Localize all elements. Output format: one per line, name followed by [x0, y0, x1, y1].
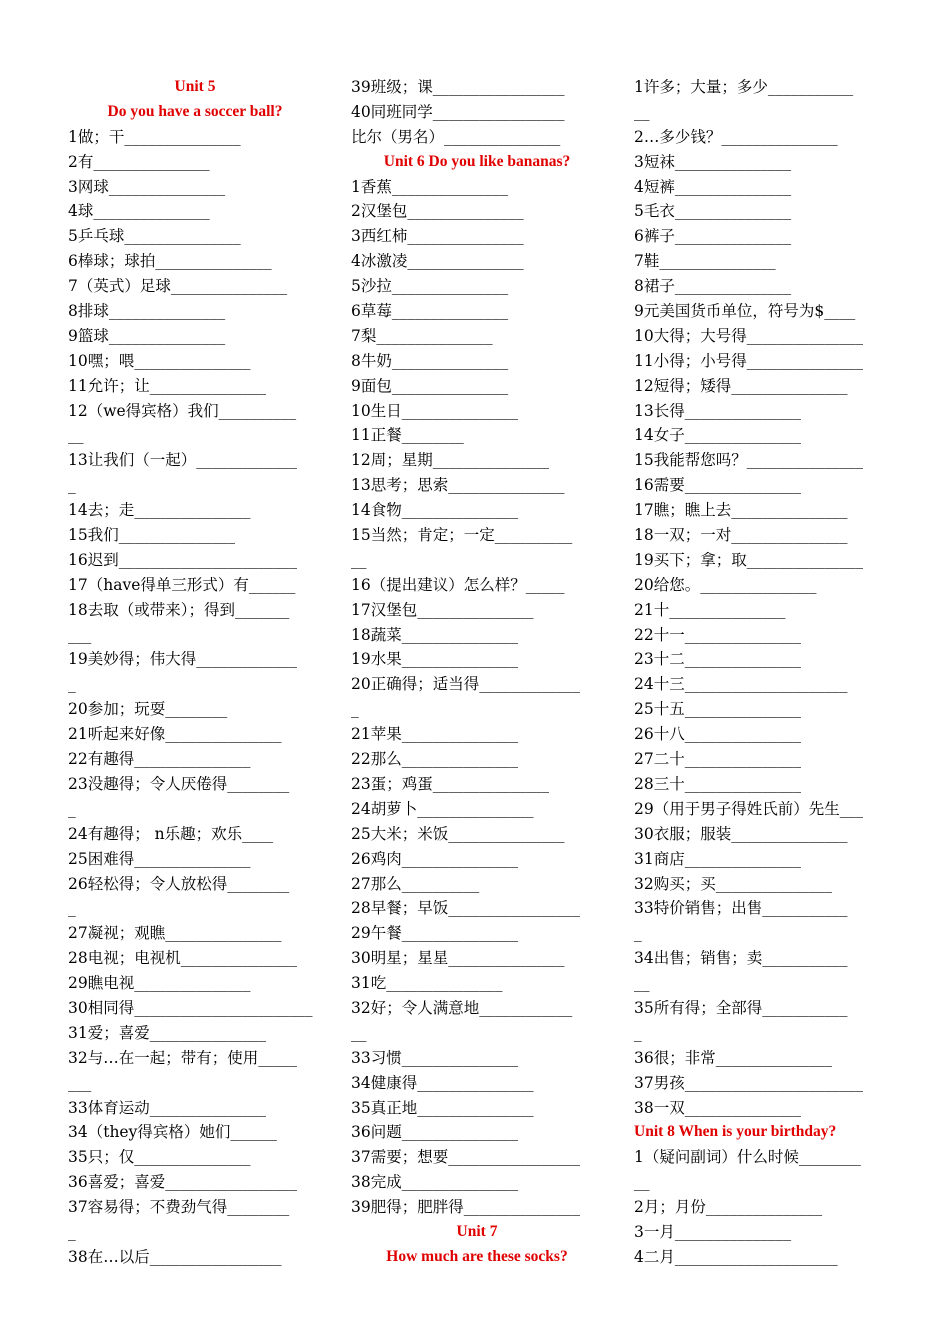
vocab-line: 17瞧；瞧上去_______________: [634, 501, 848, 520]
column-right: [634, 75, 886, 1270]
vocab-line: 19美妙得；伟大得_____________: [68, 650, 297, 669]
vocab-line: _: [634, 924, 642, 943]
vocab-line: 22有趣得_______________: [68, 750, 251, 769]
vocab-line: 11允许；让_______________: [68, 376, 266, 395]
vocab-line: 13思考；思索_______________: [351, 476, 565, 495]
vocab-line: 4球_______________: [68, 202, 210, 221]
vocab-line: 30衣服；服装_______________: [634, 824, 848, 843]
vocab-line: 30相同得_______________________: [68, 998, 313, 1017]
vocab-line: 3网球_______________: [68, 177, 226, 196]
vocab-line: 26轻松得；令人放松得________: [68, 874, 290, 893]
vocab-line: 13让我们（一起）_____________: [68, 451, 297, 470]
vocab-line: __: [634, 974, 650, 993]
vocab-line: _: [68, 899, 76, 918]
vocab-line: __: [634, 1173, 650, 1192]
vocab-line: 18蔬菜_______________: [351, 625, 518, 644]
vocab-line: 20给您。_______________: [634, 575, 817, 594]
vocab-line: _: [68, 1222, 76, 1241]
vocab-line: 27二十_______________: [634, 750, 801, 769]
vocab-line: 26鸡肉_______________: [351, 849, 518, 868]
vocab-line: 23十二_______________: [634, 650, 801, 669]
vocab-line: 39班级；课_________________: [351, 78, 565, 96]
vocab-line: 24胡萝卜_______________: [351, 799, 534, 818]
vocab-line: 6草莓_______________: [351, 302, 509, 321]
vocab-line: 37男孩_______________________: [634, 1073, 863, 1092]
vocab-line: 22十一_______________: [634, 625, 801, 644]
vocab-line: 1做；干_______________: [68, 127, 241, 146]
vocab-line: _: [68, 675, 76, 694]
vocab-line: __: [634, 102, 650, 121]
vocab-line: 25困难得_______________: [68, 849, 251, 868]
vocab-line: 33特价销售；出售___________: [634, 899, 848, 918]
vocab-line: 13长得_______________: [634, 401, 801, 420]
vocab-line: 31吃_______________: [351, 974, 503, 993]
vocab-line: 8牛奶_______________: [351, 351, 509, 370]
vocab-line: 5沙拉_______________: [351, 277, 509, 296]
vocab-line: 7梨_______________: [351, 326, 493, 345]
vocab-line: 33体育运动_______________: [68, 1098, 266, 1117]
vocab-line: 37需要；想要_________________: [351, 1148, 580, 1167]
unit-heading: Unit 5: [174, 78, 216, 95]
vocab-line: 9面包_______________: [351, 376, 509, 395]
vocab-line: 24有趣得； n乐趣；欢乐____: [68, 824, 274, 843]
vocab-line: 12短得；矮得_______________: [634, 376, 848, 395]
vocab-line: 27那么__________: [351, 874, 480, 893]
vocab-line: 39肥得；肥胖得_______________: [351, 1198, 580, 1217]
vocab-line: 比尔（男名）_______________: [351, 127, 561, 146]
vocab-line: 28电视；电视机_______________: [68, 949, 297, 968]
vocab-line: 5乒乓球_______________: [68, 227, 241, 246]
vocab-line: 14去；走_______________: [68, 501, 251, 520]
vocab-line: 4短裤_______________: [634, 177, 792, 196]
vocab-line: __: [351, 1023, 367, 1042]
vocab-line: 31商店_______________: [634, 849, 801, 868]
vocab-line: 2…多少钱？_______________: [634, 127, 838, 146]
vocab-line: 32好；令人满意地____________: [351, 998, 573, 1017]
vocab-line: 2汉堡包_______________: [351, 202, 524, 221]
vocab-line: 18一双；一对_______________: [634, 526, 848, 545]
vocab-line: 29午餐_______________: [351, 924, 518, 943]
vocab-line: 16（提出建议）怎么样？_____: [351, 575, 565, 594]
column-middle: [351, 75, 603, 1270]
vocab-line: 8排球_______________: [68, 302, 226, 321]
vocab-line: 14女子_______________: [634, 426, 801, 445]
vocab-line: 35只；仅_______________: [68, 1148, 251, 1167]
vocab-line: 17（have得单三形式）有______: [68, 575, 296, 594]
vocab-line: 15当然；肯定；一定__________: [351, 526, 573, 545]
vocab-line: _: [351, 700, 359, 719]
vocab-line: 12（we得宾格）我们__________: [68, 401, 297, 420]
vocab-line: 6棒球；球拍_______________: [68, 252, 272, 271]
unit-heading: How much are these socks?: [386, 1247, 568, 1265]
vocab-line: 34出售；销售；卖___________: [634, 949, 848, 968]
vocab-line: 22那么_______________: [351, 750, 518, 769]
vocab-line: 9元美国货币单位，符号为$____: [634, 302, 856, 321]
vocab-line: __: [68, 426, 84, 445]
vocab-line: 19买下；拿；取_______________: [634, 550, 863, 569]
vocab-line: 35真正地_______________: [351, 1098, 534, 1117]
vocab-line: 21听起来好像_______________: [68, 725, 282, 744]
vocab-line: 35所有得；全部得___________: [634, 998, 848, 1017]
vocab-line: _: [68, 799, 76, 818]
vocab-line: 28三十_______________: [634, 774, 801, 793]
vocab-line: 3短袜_______________: [634, 152, 792, 171]
vocab-line: 29瞧电视_______________: [68, 974, 251, 993]
vocab-line: 9篮球_______________: [68, 326, 226, 345]
vocab-line: 15我能帮您吗？_______________: [634, 451, 863, 470]
vocab-line: 34健康得_______________: [351, 1073, 534, 1092]
vocab-line: 10大得；大号得_______________: [634, 326, 863, 345]
vocab-line: _: [634, 1023, 642, 1042]
vocab-line: 10生日_______________: [351, 401, 518, 420]
vocab-line: 3西红柿_______________: [351, 227, 524, 246]
vocab-line: 38一双_______________: [634, 1098, 801, 1117]
vocab-line: 38在…以后_________________: [68, 1247, 282, 1266]
vocab-line: 33习惯_______________: [351, 1048, 518, 1067]
vocab-line: 28早餐；早饭_________________: [351, 899, 580, 918]
unit-heading: Unit 6 Do you like bananas?: [383, 152, 571, 170]
vocab-line: 32购买；买_______________: [634, 874, 832, 893]
vocab-line: 40同班同学_________________: [351, 102, 565, 121]
vocab-line: 34（they得宾格）她们______: [68, 1123, 277, 1142]
vocab-line: 37容易得；不费劲气得________: [68, 1198, 290, 1217]
vocab-line: 36喜爱；喜爱_________________: [68, 1173, 297, 1192]
vocab-line: 6裤子_______________: [634, 227, 792, 246]
vocab-line: 11正餐________: [351, 426, 464, 445]
vocab-line: 12周；星期_______________: [351, 451, 549, 470]
unit-heading: Unit 7: [456, 1222, 498, 1240]
vocab-line: 25十五_______________: [634, 700, 801, 719]
vocab-line: __: [351, 550, 367, 569]
vocab-line: 2有_______________: [68, 152, 210, 171]
vocab-line: 30明星；星星_______________: [351, 949, 565, 968]
column-left: [68, 75, 322, 1270]
vocab-line: 24十三_____________________: [634, 675, 848, 694]
vocab-line: 2月；月份_______________: [634, 1198, 823, 1217]
vocab-line: 16需要_______________: [634, 476, 801, 495]
vocab-line: 5毛衣_______________: [634, 202, 792, 221]
vocab-line: 4冰激凌_______________: [351, 252, 524, 271]
vocab-line: 11小得；小号得_______________: [634, 351, 863, 370]
vocab-line: 10嘿；喂_______________: [68, 351, 251, 370]
vocab-line: 27凝视；观瞧_______________: [68, 924, 282, 943]
vocab-line: 7（英式）足球_______________: [68, 277, 288, 296]
vocab-line: 25大米；米饭_______________: [351, 824, 565, 843]
vocab-line: 21十_______________: [634, 600, 786, 619]
vocab-line: 21苹果_______________: [351, 725, 518, 744]
vocab-line: 20正确得；适当得_____________: [351, 675, 580, 694]
vocab-line: ___: [68, 625, 92, 644]
vocab-line: 4二月_____________________: [634, 1247, 838, 1266]
vocab-line: 23蛋；鸡蛋_______________: [351, 774, 549, 793]
vocab-line: 23没趣得；令人厌倦得________: [68, 774, 290, 793]
vocab-line: 17汉堡包_______________: [351, 600, 534, 619]
vocab-line: 19水果_______________: [351, 650, 518, 669]
vocab-line: 14食物_______________: [351, 501, 518, 520]
vocab-line: 36很；非常_______________: [634, 1048, 832, 1067]
vocab-line: _: [68, 476, 76, 495]
vocab-line: 7鞋_______________: [634, 252, 776, 271]
vocab-line: 3一月_______________: [634, 1222, 792, 1241]
unit-heading: Do you have a soccer ball?: [107, 102, 283, 120]
vocab-line: 15我们_______________: [68, 526, 235, 545]
vocab-line: 20参加；玩耍________: [68, 700, 228, 719]
unit-heading: Unit 8 When is your birthday?: [634, 1123, 837, 1141]
vocab-line: 8裙子_______________: [634, 277, 792, 296]
vocab-line: ___: [68, 1073, 92, 1092]
vocab-line: 32与…在一起；带有；使用_____: [68, 1048, 297, 1067]
vocab-line: 16迟到_______________________: [68, 550, 297, 569]
vocab-line: 1香蕉_______________: [351, 177, 509, 196]
vocab-line: 1许多；大量；多少___________: [634, 78, 854, 96]
vocab-line: 1（疑问副词）什么时候________: [634, 1148, 861, 1167]
vocab-line: 31爱；喜爱_______________: [68, 1023, 266, 1042]
vocab-line: 18去取（或带来）；得到_______: [68, 600, 290, 619]
vocab-line: 38完成_______________: [351, 1173, 518, 1192]
vocab-line: 29（用于男子得姓氏前）先生___: [634, 799, 863, 818]
vocab-line: 26十八_______________: [634, 725, 801, 744]
vocab-line: 36问题_______________: [351, 1123, 518, 1142]
